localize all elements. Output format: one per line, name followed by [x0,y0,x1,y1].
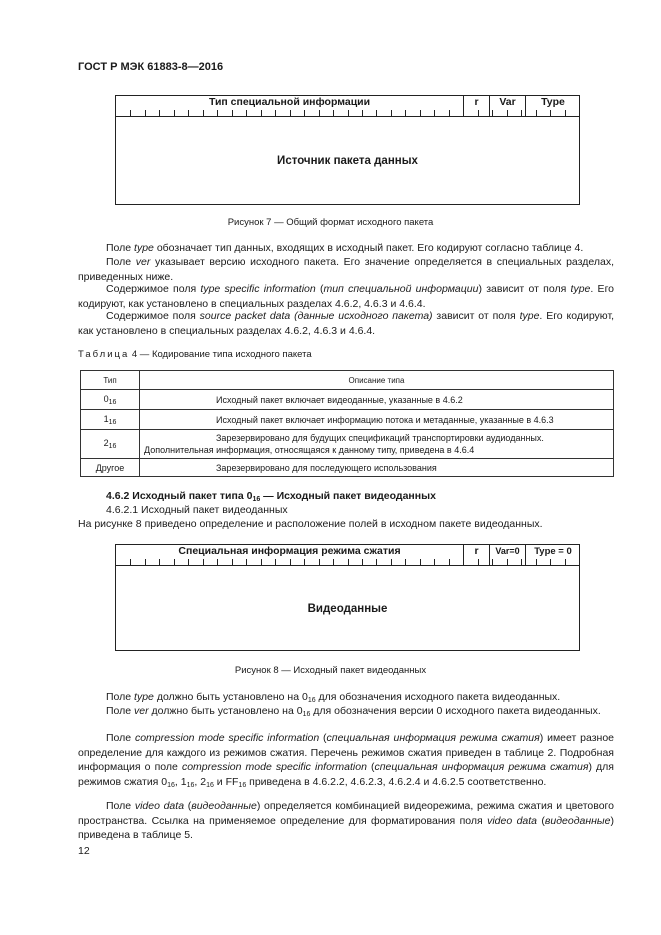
bit-tick [319,110,320,116]
bit-tick [536,559,537,565]
figure7-body-label: Источник пакета данных [277,155,418,167]
table4-cell-desc: Исходный пакет включает информацию потока и метаданные, указанные в 4.6.3 [140,410,614,430]
table4-cell-code: $2_{16}$ [81,430,140,459]
figure8-field-ver: Var=0 [495,546,520,556]
bit-tick [174,559,175,565]
table4-col-type: Тип [81,371,140,390]
figure8-field-type: Type = 0 [534,546,572,557]
bit-tick [536,110,537,116]
bit-tick [550,559,551,565]
bit-tick [159,559,160,565]
bit-tick [290,559,291,565]
paragraph-type-video: Поле type должно быть установлено на $0_{16}$ для обозначения исходного пакета видеоданных. [106,691,561,704]
bit-tick [188,559,189,565]
table4-cell-code: $0_{16}$ [81,390,140,410]
figure7-field-type: Type [541,96,565,108]
figure7-field-r: r [474,96,479,108]
subsection-heading-4-6-2-1: 4.6.2.1 Исходный пакет видеоданных [106,504,288,516]
bit-tick [319,559,320,565]
bit-tick [174,110,175,116]
bit-tick [130,110,131,116]
document-header: ГОСТ Р МЭК 61883-8—2016 [78,61,224,73]
table-row [81,410,614,430]
bit-tick [232,110,233,116]
bit-tick [405,559,406,565]
bit-tick [434,110,435,116]
bit-tick [478,559,479,565]
paragraph-compression-mode: Поле compression mode specific information (специальная информация режима сжатия) имеет разное определение для каждого из режимов сжатия. Перечень режимов сжатия приведен в таблице 2. Подробная информация о поле compression mode specific information (специальная информация режима сжатия) для режимов сжатия $0_{16}$, $1_{16}$, $2_{16}$ и $FF_{16}$ приведена в 4.6.2.2, 4.6.2.3, 4.6.2.4 и 4.6.2.5 соответственно. [78,732,615,789]
paragraph-type-specific: Содержимое поля type specific information (тип специальной информации) зависит от поля type. Его кодируют, как установлено в специальных разделах 4.6.2, 4.6.3 и 4.6.4. [78,283,615,310]
bit-tick [565,559,566,565]
bit-tick [376,110,377,116]
bit-tick [275,110,276,116]
table4-cell-desc: Исходный пакет включает видеоданные, указанные в 4.6.2 [140,390,614,410]
table4-cell-code: $1_{16}$ [81,410,140,430]
bit-tick [232,559,233,565]
bit-tick [362,110,363,116]
bit-tick [521,110,522,116]
paragraph-type: Поле type обозначает тип данных, входящих в исходный пакет. Его кодируют согласно таблице 4. [106,242,584,254]
bit-tick [376,559,377,565]
figure7-field-ver: Var [499,96,516,108]
figure8-body-label: Видеоданные [307,603,388,615]
bit-tick [246,110,247,116]
bit-tick [507,110,508,116]
section-heading-4-6-2: 4.6.2 Исходный пакет типа $0_{16}$ — Исходный пакет видеоданных [106,490,436,503]
page-number: 12 [78,845,90,857]
bit-tick [565,110,566,116]
bit-tick [261,110,262,116]
bit-tick [333,559,334,565]
bit-tick [290,110,291,116]
table-row [81,459,614,477]
table4-cell-desc: Зарезервировано для последующего использования [140,459,614,477]
paragraph-ver-video: Поле ver должно быть установлено на $0_{16}$ для обозначения версии 0 исходного пакета видеоданных. [106,705,601,718]
bit-tick [246,559,247,565]
bit-tick [348,110,349,116]
figure7-field-type-specific-info: Тип специальной информации [208,96,371,108]
figure8-field-r: r [474,545,479,557]
bit-tick [420,559,421,565]
paragraph-source-packet-data: Содержимое поля source packet data (данные исходного пакета) зависит от поля type. Его кодируют, как установлено в специальных разделах 4.6.2, 4.6.3 и 4.6.4. [78,310,615,337]
bit-tick [130,559,131,565]
bit-tick [434,559,435,565]
bit-tick [391,559,392,565]
table-header-row [81,371,614,390]
bit-tick [304,559,305,565]
figure8-diagram [115,544,580,651]
bit-tick [550,110,551,116]
figure8-caption: Рисунок 8 — Исходный пакет видеоданных [234,665,427,676]
bit-tick [203,110,204,116]
table4-cell-code: Другое [81,459,140,477]
bit-tick [188,110,189,116]
bit-tick [145,559,146,565]
table4-cell-desc: Зарезервировано для будущих спецификаций транспортировки аудиоданных. Дополнительная информация, относящаяся к данному типу, приведена в 4.6.4 [140,430,614,459]
figure7-caption: Рисунок 7 — Общий формат исходного пакета [227,217,434,228]
bit-tick [449,559,450,565]
bit-tick [261,559,262,565]
bit-tick [217,110,218,116]
bit-tick [492,110,493,116]
bit-tick [420,110,421,116]
bit-tick [362,559,363,565]
table-row [81,390,614,410]
table4-col-description: Описание типа [140,371,614,390]
table4-title: Таблица 4 — Кодирование типа исходного пакета [78,349,312,360]
bit-tick [159,110,160,116]
paragraph-ver: Поле ver указывает версию исходного пакета. Его значение определяется в специальных разделах, приведенных ниже. [78,256,614,283]
section-intro: На рисунке 8 приведено определение и расположение полей в исходном пакете видеоданных. [78,518,543,530]
bit-tick [507,559,508,565]
bit-tick [203,559,204,565]
table4 [80,370,614,477]
bit-tick [478,110,479,116]
bit-tick [275,559,276,565]
figure7-diagram [115,95,580,205]
bit-tick [391,110,392,116]
bit-tick [333,110,334,116]
bit-tick [348,559,349,565]
bit-tick [145,110,146,116]
bit-tick [217,559,218,565]
table-row [81,430,614,459]
figure8-field-compression-specific-info: Специальная информация режима сжатия [178,545,401,557]
bit-tick [492,559,493,565]
bit-tick [405,110,406,116]
bit-tick [521,559,522,565]
bit-tick [449,110,450,116]
bit-tick [304,110,305,116]
paragraph-video-data: Поле video data (видеоданные) определяется комбинацией видеорежима, режима сжатия и цветового пространства. Ссылка на применяемое определение для форматирования поля video data (видеоданные) приведена в таблице 5. [78,800,614,841]
